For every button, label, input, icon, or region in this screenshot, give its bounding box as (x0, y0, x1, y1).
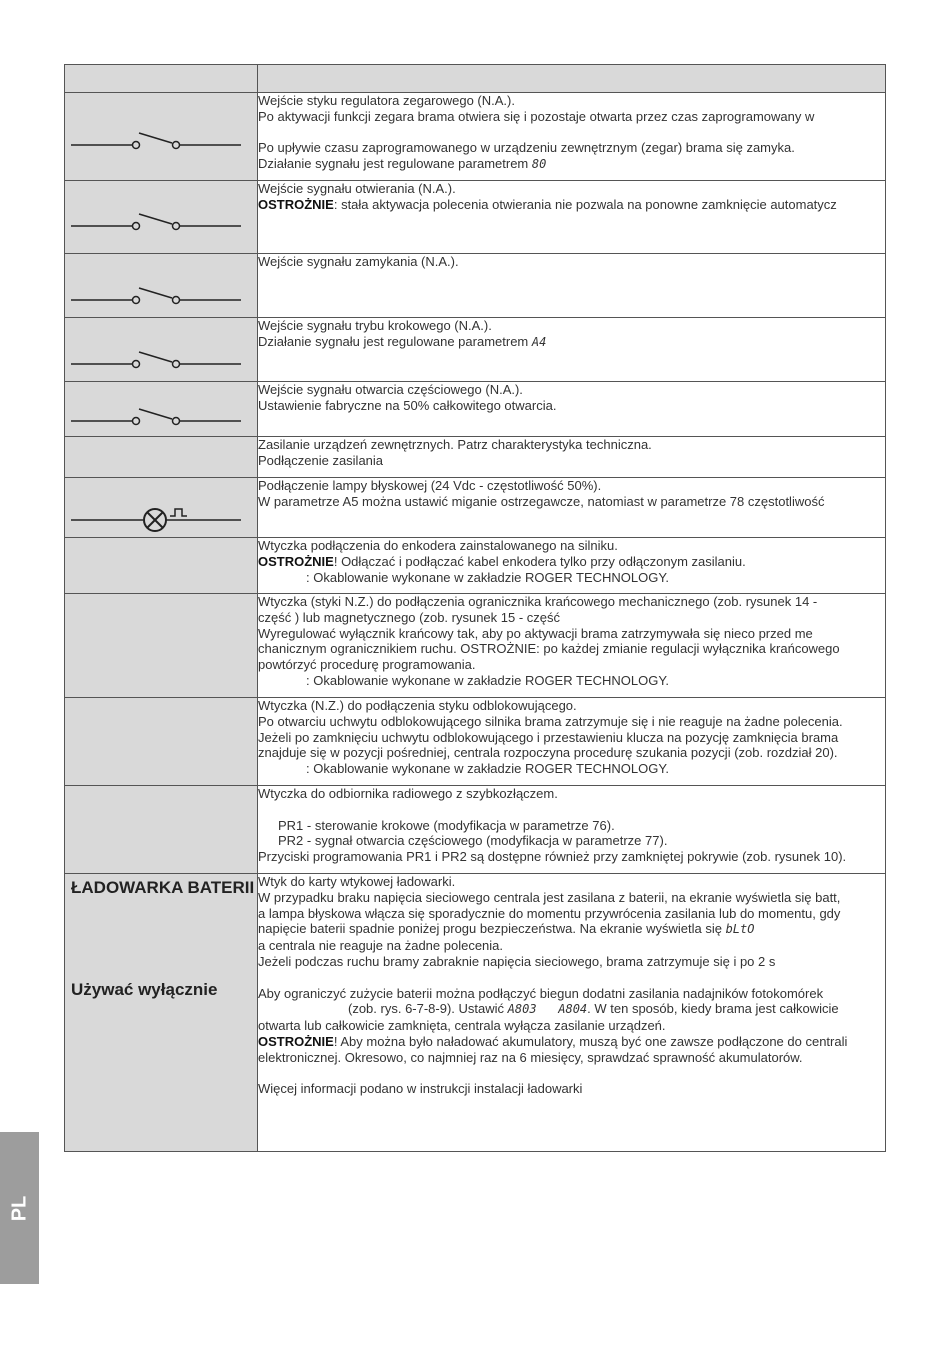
text-line: Zasilanie urządzeń zewnętrznych. Patrz charakterystyka techniczna. (258, 437, 652, 452)
text-line: : Okablowanie wykonane w zakładzie ROGER TECHNOLOGY. (306, 569, 669, 585)
parameter-code: 80 (531, 157, 547, 172)
table-row (65, 594, 886, 698)
text-line-content: : stała aktywacja polecenia otwierania nie pozwala na ponowne zamknięcie automatycz (333, 196, 837, 212)
table-row (65, 254, 886, 318)
text-line: Wejście styku regulatora zegarowego (N.A.). (258, 93, 515, 108)
terminal-cell (65, 538, 258, 594)
language-label: PL (8, 1195, 30, 1221)
text-line (258, 334, 885, 351)
table-row (65, 437, 886, 478)
terminal-cell (65, 698, 258, 786)
description-cell (258, 437, 886, 478)
terminal-cell (65, 874, 258, 1152)
text-line (258, 156, 885, 173)
text-line: znajduje się w pozycji pośredniej, centrala rozpoczyna procedurę szukania pozycji (zob. rozdział 20). (258, 745, 838, 761)
table-row (65, 698, 886, 786)
text-line: PR1 - sterowanie krokowe (modyfikacja w parametrze 76). (278, 817, 615, 833)
battery-charger-heading: ŁADOWARKA BATERII (71, 878, 255, 897)
text-line: a centrala nie reaguje na żadne polecenia. (258, 938, 504, 954)
language-label-wrapper (0, 1132, 39, 1284)
terminal-cell (65, 254, 258, 318)
text-line: Podłączenie lampy błyskowej (24 Vdc - częstotliwość 50%). (258, 478, 602, 493)
description-cell (258, 538, 886, 594)
text-line-content: Działanie sygnału jest regulowane parametrem (258, 333, 529, 349)
table-row (65, 181, 886, 254)
text-line: Wtyczka (styki N.Z.) do podłączenia ogranicznika krańcowego mechanicznego (zob. rysunek 14 - (258, 594, 818, 609)
connections-table (64, 64, 886, 1152)
text-line: Wejście sygnału zamykania (N.A.). (258, 254, 459, 269)
text-line: Po upływie czasu zaprogramowanego w urządzeniu zewnętrznym (zegar) brama się zamyka. (258, 140, 795, 156)
language-side-tab (0, 1132, 39, 1284)
use-only-heading: Używać wyłącznie (71, 980, 218, 999)
text-line: : Okablowanie wykonane w zakładzie ROGER TECHNOLOGY. (306, 672, 669, 688)
terminal-cell (65, 181, 258, 254)
description-cell (258, 382, 886, 437)
blank-line (258, 125, 885, 141)
text-line: Podłączenie zasilania (258, 452, 384, 468)
text-line: Aby ograniczyć zużycie baterii można podłączyć biegun dodatni zasilania nadajników fotokomórek (258, 985, 824, 1001)
terminal-cell (65, 437, 258, 478)
text-line: Wtyczka do odbiornika radiowego z szybkozłączem. (258, 786, 558, 801)
warning-label: OSTROŻNIE (258, 196, 334, 212)
text-line: część ) lub magnetycznego (zob. rysunek 15 - część (258, 609, 561, 625)
text-line: elektronicznej. Okresowo, co najmniej raz na 6 miesięcy, sprawdzać sprawność akumulatorów. (258, 1049, 803, 1065)
text-line: Więcej informacji podano w instrukcji instalacji ładowarki (258, 1081, 583, 1097)
text-line: : Okablowanie wykonane w zakładzie ROGER TECHNOLOGY. (306, 761, 669, 777)
text-line-content: Działanie sygnału jest regulowane parametrem (258, 156, 529, 172)
no-contact-icon (71, 204, 241, 234)
text-line: Wejście sygnału trybu krokowego (N.A.). (258, 318, 492, 333)
no-contact-icon (71, 399, 241, 429)
text-line (258, 197, 885, 213)
text-line: Po otwarciu uchwytu odblokowującego silnika brama zatrzymuje się i nie reaguje na żadne polecenia. (258, 713, 843, 729)
description-cell (258, 318, 886, 382)
text-line: PR2 - sygnał otwarcia częściowego (modyfikacja w parametrze 77). (278, 833, 668, 849)
text-line-content: ! Aby można było naładować akumulatory, muszą być one zawsze podłączone do centrali (333, 1033, 848, 1049)
no-contact-icon (71, 278, 241, 308)
table-row (65, 478, 886, 538)
text-line: Przyciski programowania PR1 i PR2 są dostępne również przy zamkniętej pokrywie (zob. rysunek 10). (258, 849, 847, 865)
terminal-cell (65, 786, 258, 874)
table-row (65, 874, 886, 1152)
text-line: Wejście sygnału otwierania (N.A.). (258, 181, 456, 196)
parameter-code: A803 (507, 1002, 537, 1017)
text-line: W parametrze A5 można ustawić miganie ostrzegawcze, natomiast w parametrze 78 częstotliwość (258, 493, 825, 509)
text-line: a lampa błyskowa włącza się sporadycznie do momentu przywrócenia zasilania lub do momentu, gdy (258, 905, 841, 921)
description-cell (258, 874, 886, 1152)
terminal-cell (65, 594, 258, 698)
no-contact-icon (71, 123, 241, 153)
no-contact-icon (71, 342, 241, 372)
text-line: Jeżeli po zamknięciu uchwytu odblokowującego i przestawieniu klucza na pozycję zamknięcia brama (258, 729, 839, 745)
text-line: powtórzyć procedurę programowania. (258, 657, 476, 673)
text-line: Wyregulować wyłącznik krańcowy tak, aby po aktywacji brama zatrzymywała się nieco przed me (258, 625, 813, 641)
text-line-content: (zob. rys. 6-7-8-9). Ustawić (348, 1001, 505, 1017)
terminal-cell (65, 93, 258, 181)
description-cell (258, 181, 886, 254)
text-line-content: napięcie baterii spadnie poniżej progu bezpieczeństwa. Na ekranie wyświetla się (258, 921, 722, 937)
blank-line (258, 1066, 885, 1082)
text-line (258, 554, 885, 570)
table-row (65, 786, 886, 874)
text-line (258, 921, 885, 938)
description-cell (258, 786, 886, 874)
text-line: Wtyczka (N.Z.) do podłączenia styku odblokowującego. (258, 698, 577, 713)
description-cell (258, 594, 886, 698)
header-cell-description (258, 65, 886, 93)
text-line-content: . W ten sposób, kiedy brama jest całkowicie (587, 1001, 839, 1017)
display-code: bLtO (725, 922, 755, 937)
text-line: Jeżeli podczas ruchu bramy zabraknie napięcia sieciowego, brama zatrzymuje się i po 2 s (258, 953, 776, 969)
blank-line (258, 802, 885, 818)
text-line: Wtyk do karty wtykowej ładowarki. (258, 874, 456, 889)
description-cell (258, 698, 886, 786)
terminal-cell (65, 382, 258, 437)
text-line (258, 1001, 885, 1018)
text-line-content: ! Odłączać i podłączać kabel enkodera tylko przy odłączonym zasilaniu. (333, 553, 746, 569)
warning-label: OSTROŻNIE (258, 1033, 334, 1049)
parameter-code: A804 (558, 1002, 588, 1017)
flashing-lamp-icon (71, 504, 241, 534)
text-line (258, 1034, 885, 1050)
blank-line (258, 970, 885, 986)
warning-label: OSTROŻNIE (258, 553, 334, 569)
parameter-code: A4 (531, 334, 547, 349)
text-line: Wtyczka podłączenia do enkodera zainstalowanego na silniku. (258, 538, 618, 553)
text-line: chanicznym ogranicznikiem ruchu. OSTROŻNIE: po każdej zmianie regulacji wyłącznika krańcowego (258, 641, 840, 657)
terminal-cell (65, 318, 258, 382)
table-row (65, 538, 886, 594)
table-row (65, 93, 886, 181)
header-cell-terminal (65, 65, 258, 93)
table-header-row (65, 65, 886, 93)
description-cell (258, 93, 886, 181)
description-cell (258, 254, 886, 318)
description-cell (258, 478, 886, 538)
text-line: otwarta lub całkowicie zamknięta, centrala wyłącza zasilanie urządzeń. (258, 1018, 666, 1034)
terminal-cell (65, 478, 258, 538)
text-line: Ustawienie fabryczne na 50% całkowitego otwarcia. (258, 397, 557, 413)
table-row (65, 318, 886, 382)
text-line: Po aktywacji funkcji zegara brama otwiera się i pozostaje otwarta przez czas zaprogramowany w (258, 108, 815, 124)
text-line: W przypadku braku napięcia sieciowego centrala jest zasilana z baterii, na ekranie wyświetla się batt, (258, 889, 841, 905)
table-row (65, 382, 886, 437)
text-line: Wejście sygnału otwarcia częściowego (N.A.). (258, 382, 523, 397)
